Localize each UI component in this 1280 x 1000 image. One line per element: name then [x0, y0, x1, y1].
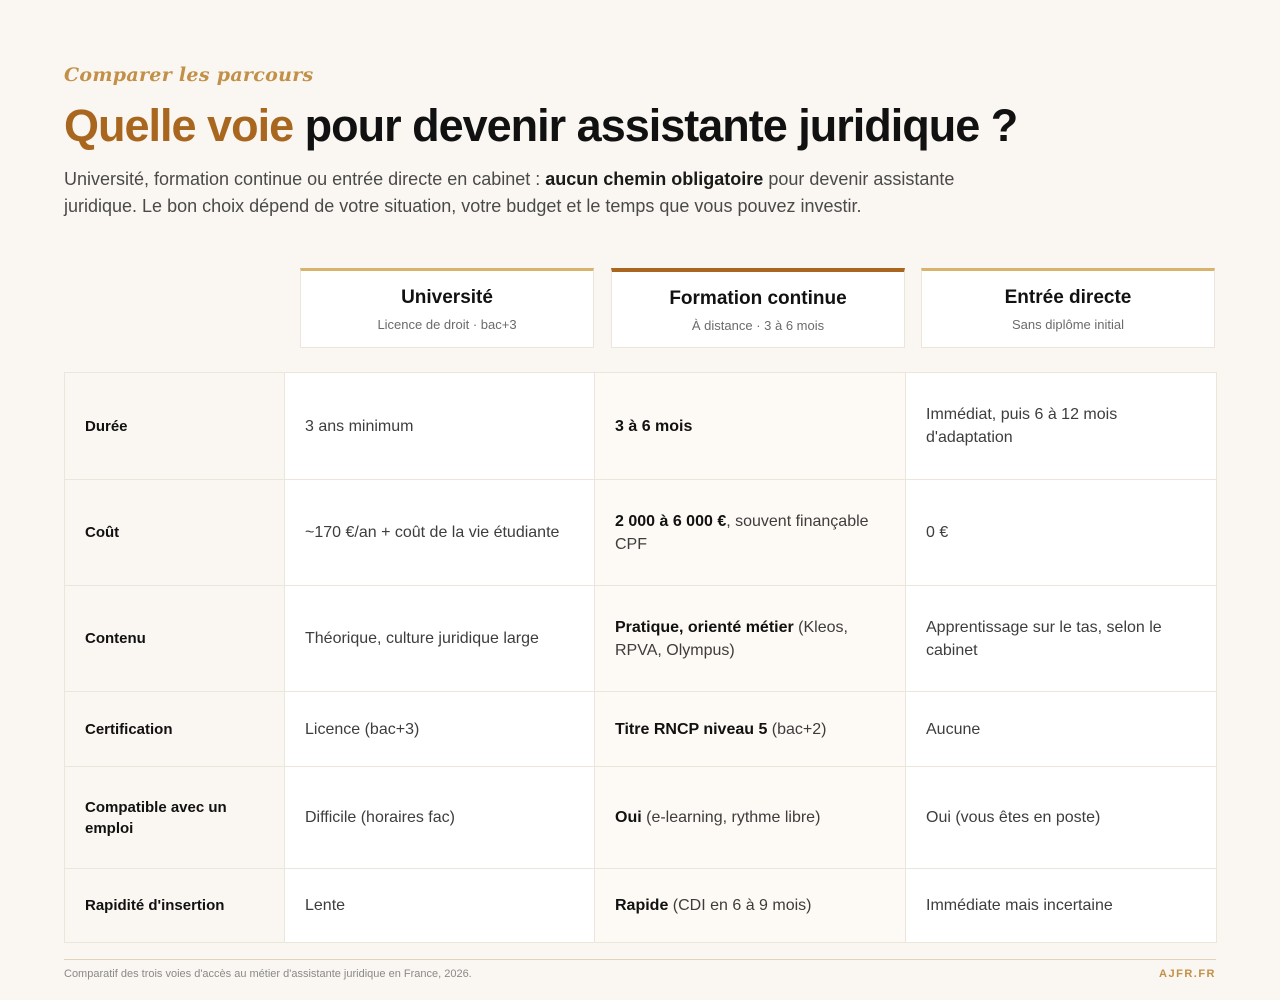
- cell-formation-continue: [595, 480, 906, 586]
- table-row: [65, 373, 1217, 480]
- footnote: Comparatif des trois voies d'accès au métier d'assistante juridique en France, 2026.: [64, 968, 472, 980]
- intro-after: pour devenir assistante juridique. Le bon choix dépend de votre situation, votre budget et le temps que vous pouvez investir.: [64, 169, 955, 216]
- row-label: Contenu: [65, 586, 285, 692]
- column-header-universite: [300, 268, 594, 348]
- brand-link[interactable]: AJFR.FR: [1159, 968, 1216, 980]
- comparison-table: [64, 372, 1217, 943]
- cell-rest: , souvent finançable CPF: [615, 512, 869, 553]
- cell-strong: 3 à 6 mois: [615, 417, 693, 435]
- cell-rest: (e-learning, rythme libre): [641, 809, 821, 826]
- cell-entree-directe: Oui (vous êtes en poste): [906, 767, 1217, 869]
- intro-paragraph: [64, 166, 1024, 220]
- table-row: [65, 480, 1217, 586]
- column-subtitle: À distance · 3 à 6 mois: [691, 318, 825, 333]
- column-name: Entrée directe: [1004, 287, 1132, 308]
- cell-strong: Titre RNCP niveau 5: [615, 720, 768, 738]
- table-row: [65, 586, 1217, 692]
- cell-strong: Pratique, orienté métier: [615, 618, 794, 636]
- cell-formation-continue: [595, 767, 906, 869]
- title-rest: pour devenir assistante juridique ?: [293, 100, 1018, 151]
- table-row: [65, 869, 1217, 943]
- cell-universite: Théorique, culture juridique large: [285, 586, 595, 692]
- row-label: Coût: [65, 480, 285, 586]
- row-label: Compatible avec un emploi: [65, 767, 285, 869]
- column-name: Formation continue: [669, 288, 847, 309]
- cell-universite: Licence (bac+3): [285, 692, 595, 767]
- cell-entree-directe: Apprentissage sur le tas, selon le cabinet: [906, 586, 1217, 692]
- footer-divider: [64, 959, 1216, 960]
- row-label: Durée: [65, 373, 285, 480]
- cell-entree-directe: Immédiate mais incertaine: [906, 869, 1217, 943]
- cell-universite: 3 ans minimum: [285, 373, 595, 480]
- eyebrow-label: Comparer les parcours: [64, 64, 314, 86]
- cell-strong: Oui: [615, 809, 642, 826]
- intro-strong: aucun chemin obligatoire: [545, 169, 764, 189]
- page-title: [64, 98, 1017, 154]
- column-subtitle: Licence de droit · bac+3: [377, 317, 517, 332]
- cell-entree-directe: 0 €: [906, 480, 1217, 586]
- table-row: [65, 692, 1217, 767]
- cell-strong: Rapide: [615, 897, 669, 914]
- row-label: Certification: [65, 692, 285, 767]
- cell-entree-directe: Aucune: [906, 692, 1217, 767]
- cell-universite: ~170 €/an + coût de la vie étudiante: [285, 480, 595, 586]
- cell-rest: (CDI en 6 à 9 mois): [668, 897, 812, 914]
- column-header-entree-directe: [921, 268, 1215, 348]
- cell-universite: Lente: [285, 869, 595, 943]
- column-header-formation-continue: [611, 268, 905, 348]
- cell-entree-directe: Immédiat, puis 6 à 12 mois d'adaptation: [906, 373, 1217, 480]
- intro-before: Université, formation continue ou entrée directe en cabinet :: [64, 169, 546, 189]
- cell-formation-continue: [595, 869, 906, 943]
- row-label: Rapidité d'insertion: [65, 869, 285, 943]
- cell-rest: (Kleos, RPVA, Olympus): [615, 618, 848, 659]
- table-row: [65, 767, 1217, 869]
- column-subtitle: Sans diplôme initial: [1011, 317, 1124, 332]
- title-accent: Quelle voie: [64, 100, 294, 151]
- cell-universite: Difficile (horaires fac): [285, 767, 595, 869]
- cell-formation-continue: [595, 373, 906, 480]
- cell-formation-continue: [595, 586, 906, 692]
- cell-strong: 2 000 à 6 000 €: [615, 512, 727, 530]
- cell-rest: (bac+2): [767, 720, 827, 738]
- column-name: Université: [401, 287, 493, 308]
- cell-formation-continue: [595, 692, 906, 767]
